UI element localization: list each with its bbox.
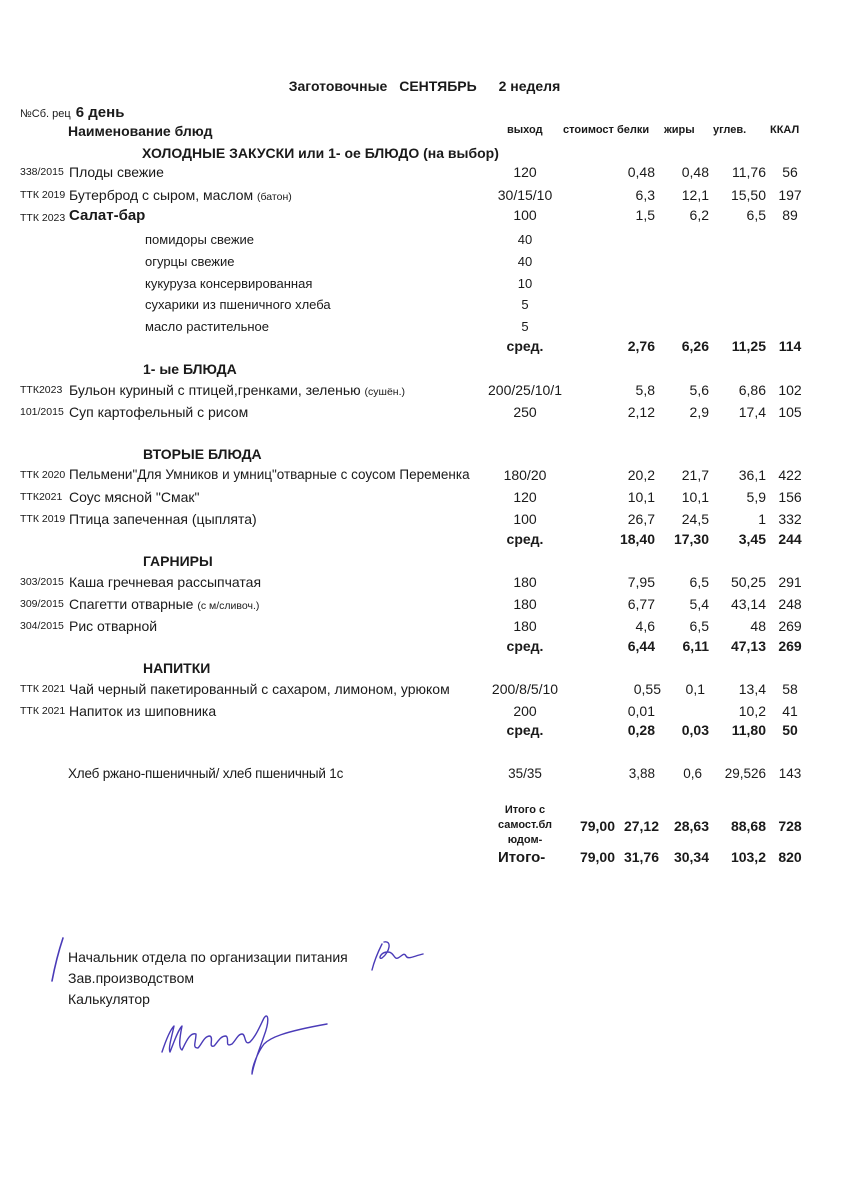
dish-name — [69, 596, 259, 612]
kkal-value: 143 — [778, 766, 802, 781]
column-header-name: Наименование блюд — [68, 123, 213, 139]
dish-name: Соус мясной "Смак" — [69, 489, 200, 505]
dish-name: Пельмени"Для Умников и умниц"отварные с соусом Переменка — [69, 467, 470, 482]
column-header-belki: белки — [617, 124, 650, 136]
signature-head-icon — [368, 938, 428, 974]
total-label-line: самост.бл — [497, 819, 553, 831]
kkal-value: 89 — [782, 207, 798, 223]
belki-value: 6,44 — [627, 638, 655, 654]
table-row — [0, 596, 849, 616]
jiry-value: 5,6 — [689, 382, 709, 398]
recipe-collection-label: №Сб. рец — [20, 108, 71, 120]
uglev-value: 50,25 — [730, 574, 766, 590]
dish-name: Суп картофельный с рисом — [69, 404, 249, 420]
vyhod-value: 120 — [513, 164, 537, 180]
kkal-value: 269 — [778, 638, 802, 654]
day-header — [20, 104, 124, 121]
vyhod-value: 35/35 — [508, 766, 542, 781]
total-label: Итого- — [498, 849, 546, 866]
ingredient-row — [0, 254, 849, 274]
column-header-kkal: ККАЛ — [770, 124, 800, 136]
jiry-value: 17,30 — [673, 531, 709, 547]
jiry-value: 28,63 — [673, 818, 709, 834]
dish-name: Напиток из шиповника — [69, 703, 217, 719]
table-row — [0, 207, 849, 227]
ingredient-vyhod: 5 — [521, 297, 529, 312]
recipe-code: ТТК 2019 — [20, 513, 66, 525]
average-row — [0, 638, 849, 658]
vyhod-value: 100 — [513, 207, 537, 223]
recipe-code: ТТК 2021 — [20, 683, 66, 695]
vyhod-value: 180/20 — [503, 467, 547, 483]
belki-value: 1,5 — [635, 207, 655, 223]
table-row — [0, 164, 849, 184]
belki-value: 18,40 — [619, 531, 655, 547]
uglev-value: 11,76 — [732, 164, 766, 180]
jiry-value: 21,7 — [681, 467, 709, 483]
section-title-first: 1- ые БЛЮДА — [143, 361, 237, 377]
kkal-value: 269 — [778, 618, 802, 634]
belki-value: 6,77 — [627, 596, 655, 612]
jiry-value: 2,9 — [689, 404, 709, 420]
signature-calculator-label: Калькулятор — [68, 991, 150, 1007]
kkal-value: 728 — [778, 818, 802, 834]
average-label: сред. — [506, 338, 544, 354]
dish-note: (батон) — [257, 191, 292, 203]
table-row — [0, 574, 849, 594]
ingredient-row — [0, 297, 849, 317]
jiry-value: 0,1 — [685, 681, 705, 697]
title-label: Заготовочные — [288, 78, 388, 94]
uglev-value: 11,25 — [731, 338, 766, 354]
ingredient-row — [0, 276, 849, 296]
uglev-value: 5,9 — [746, 489, 766, 505]
uglev-value: 17,4 — [738, 404, 766, 420]
recipe-code: ТТК2021 — [20, 491, 63, 503]
uglev-value: 10,2 — [738, 703, 766, 719]
uglev-value: 36,1 — [738, 467, 766, 483]
signature-calculator-icon — [152, 1012, 332, 1082]
kkal-value: 114 — [778, 338, 802, 354]
column-header-uglev: углев. — [713, 124, 747, 136]
recipe-code: 304/2015 — [20, 620, 64, 632]
uglev-value: 11,80 — [731, 722, 766, 738]
ingredient-row — [0, 319, 849, 339]
ingredient-name: помидоры свежие — [145, 232, 255, 247]
dish-title: Спагетти отварные — [69, 596, 194, 612]
uglev-value: 29,526 — [724, 766, 766, 781]
vyhod-value: 200 — [513, 703, 537, 719]
belki-value: 0,28 — [627, 722, 655, 738]
section-title-garnish: ГАРНИРЫ — [143, 553, 213, 569]
belki-value: 2,76 — [627, 338, 655, 354]
bread-name: Хлеб ржано-пшеничный/ хлеб пшеничный 1с — [68, 766, 344, 781]
belki-value: 3,88 — [628, 766, 655, 781]
signature-production-label: Зав.производством — [68, 970, 194, 986]
belki-value: 10,1 — [627, 489, 655, 505]
recipe-code: 338/2015 — [20, 166, 64, 178]
table-row — [0, 703, 849, 723]
jiry-value: 24,5 — [681, 511, 709, 527]
average-label: сред. — [506, 722, 544, 738]
total-label-line: Итого с — [504, 804, 546, 816]
ingredient-name: огурцы свежие — [145, 254, 235, 269]
ingredient-vyhod: 40 — [517, 254, 533, 269]
average-row — [0, 722, 849, 742]
signature-mark-icon — [48, 935, 68, 985]
dish-name — [69, 187, 292, 203]
belki-value: 31,76 — [623, 849, 659, 865]
column-header-jiry: жиры — [664, 124, 695, 136]
kkal-value: 105 — [778, 404, 802, 420]
jiry-value: 6,11 — [682, 638, 709, 654]
uglev-value: 6,86 — [738, 382, 766, 398]
kkal-value: 58 — [782, 681, 798, 697]
day-label: 6 день — [75, 104, 125, 121]
jiry-value: 30,34 — [673, 849, 709, 865]
uglev-value: 88,68 — [730, 818, 766, 834]
total-row — [0, 849, 849, 869]
jiry-value: 6,5 — [689, 618, 709, 634]
belki-value: 0,01 — [627, 703, 655, 719]
recipe-code: 309/2015 — [20, 598, 64, 610]
table-row — [0, 382, 849, 402]
dish-title: Бутерброд с сыром, маслом — [69, 187, 254, 203]
dish-note: (сушён.) — [364, 386, 406, 398]
uglev-value: 13,4 — [738, 681, 766, 697]
vyhod-value: 180 — [513, 596, 537, 612]
cost-value: 79,00 — [579, 818, 615, 834]
jiry-value: 6,5 — [689, 574, 709, 590]
dish-name: Салат-бар — [69, 207, 146, 224]
vyhod-value: 200/25/10/1 — [488, 382, 562, 398]
uglev-value: 3,45 — [738, 531, 766, 547]
jiry-value: 12,1 — [681, 187, 709, 203]
uglev-value: 47,13 — [730, 638, 766, 654]
ingredient-name: сухарики из пшеничного хлеба — [145, 297, 331, 312]
recipe-code: ТТК 2020 — [20, 469, 66, 481]
kkal-value: 248 — [778, 596, 802, 612]
kkal-value: 50 — [782, 722, 798, 738]
average-row — [0, 338, 849, 358]
uglev-value: 15,50 — [730, 187, 766, 203]
dish-note: (с м/сливоч.) — [197, 600, 260, 612]
table-row — [0, 489, 849, 509]
belki-value: 2,12 — [627, 404, 655, 420]
title-week: 2 неделя — [498, 78, 561, 94]
kkal-value: 197 — [778, 187, 802, 203]
belki-value: 27,12 — [623, 818, 659, 834]
document-title — [0, 78, 849, 94]
cost-value: 79,00 — [579, 849, 615, 865]
average-row — [0, 531, 849, 551]
average-label: сред. — [506, 638, 544, 654]
kkal-value: 244 — [778, 531, 802, 547]
vyhod-value: 120 — [513, 489, 537, 505]
ingredient-name: масло растительное — [145, 319, 270, 334]
dish-name: Птица запеченная (цыплята) — [69, 511, 257, 527]
kkal-value: 41 — [782, 703, 798, 719]
column-header-cost: стоимост — [563, 124, 614, 136]
dish-name: Рис отварной — [69, 618, 158, 634]
belki-value: 20,2 — [627, 467, 655, 483]
column-header-vyhod: выход — [507, 124, 543, 136]
recipe-code: ТТК 2019 — [20, 189, 66, 201]
dish-name: Чай черный пакетированный с сахаром, лимоном, урюком — [69, 681, 450, 697]
section-title-cold: ХОЛОДНЫЕ ЗАКУСКИ или 1- ое БЛЮДО (на выбор) — [142, 145, 499, 161]
dish-name — [69, 382, 405, 398]
recipe-code: ТТК 2021 — [20, 705, 66, 717]
uglev-value: 1 — [758, 511, 766, 527]
jiry-value: 0,48 — [681, 164, 709, 180]
uglev-value: 6,5 — [746, 207, 766, 223]
kkal-value: 820 — [778, 849, 802, 865]
total-label-line: юдом- — [507, 834, 543, 846]
average-label: сред. — [506, 531, 544, 547]
jiry-value: 6,2 — [689, 207, 709, 223]
jiry-value: 6,26 — [681, 338, 709, 354]
dish-name: Плоды свежие — [69, 164, 164, 180]
belki-value: 6,3 — [635, 187, 655, 203]
kkal-value: 56 — [782, 164, 798, 180]
kkal-value: 332 — [778, 511, 802, 527]
table-row — [0, 404, 849, 424]
uglev-value: 43,14 — [730, 596, 766, 612]
table-row — [0, 187, 849, 207]
vyhod-value: 30/15/10 — [497, 187, 553, 203]
jiry-value: 10,1 — [681, 489, 709, 505]
dish-name: Каша гречневая рассыпчатая — [69, 574, 262, 590]
uglev-value: 103,2 — [730, 849, 766, 865]
vyhod-value: 200/8/5/10 — [491, 681, 559, 697]
bread-row — [0, 766, 849, 786]
kkal-value: 156 — [778, 489, 802, 505]
kkal-value: 422 — [778, 467, 802, 483]
kkal-value: 102 — [778, 382, 802, 398]
belki-value: 4,6 — [635, 618, 655, 634]
jiry-value: 5,4 — [689, 596, 709, 612]
total-with-cost-row — [0, 818, 849, 838]
recipe-code: 101/2015 — [20, 406, 64, 418]
vyhod-value: 250 — [513, 404, 537, 420]
belki-value: 7,95 — [627, 574, 655, 590]
table-row — [0, 618, 849, 638]
title-month: СЕНТЯБРЬ — [399, 78, 477, 94]
recipe-code: ТТК 2023 — [20, 212, 66, 224]
ingredient-vyhod: 10 — [517, 276, 533, 291]
section-title-second: ВТОРЫЕ БЛЮДА — [143, 446, 262, 462]
vyhod-value: 180 — [513, 574, 537, 590]
belki-value: 5,8 — [635, 382, 655, 398]
signature-head-label: Начальник отдела по организации питания — [68, 949, 348, 965]
ingredient-name: кукуруза консервированная — [145, 276, 313, 291]
table-row — [0, 511, 849, 531]
kkal-value: 291 — [778, 574, 802, 590]
belki-value: 0,55 — [633, 681, 661, 697]
uglev-value: 48 — [750, 618, 766, 634]
vyhod-value: 100 — [513, 511, 537, 527]
recipe-code: ТТК2023 — [20, 384, 63, 396]
vyhod-value: 180 — [513, 618, 537, 634]
ingredient-vyhod: 5 — [521, 319, 529, 334]
table-row — [0, 681, 849, 701]
recipe-code: 303/2015 — [20, 576, 64, 588]
table-row — [0, 467, 849, 487]
jiry-value: 0,03 — [681, 722, 709, 738]
ingredient-row — [0, 232, 849, 252]
ingredient-vyhod: 40 — [517, 232, 533, 247]
section-title-drinks: НАПИТКИ — [143, 660, 211, 676]
belki-value: 0,48 — [627, 164, 655, 180]
dish-title: Бульон куриный с птицей,гренками, зеленью — [69, 382, 361, 398]
jiry-value: 0,6 — [683, 766, 702, 781]
belki-value: 26,7 — [627, 511, 655, 527]
